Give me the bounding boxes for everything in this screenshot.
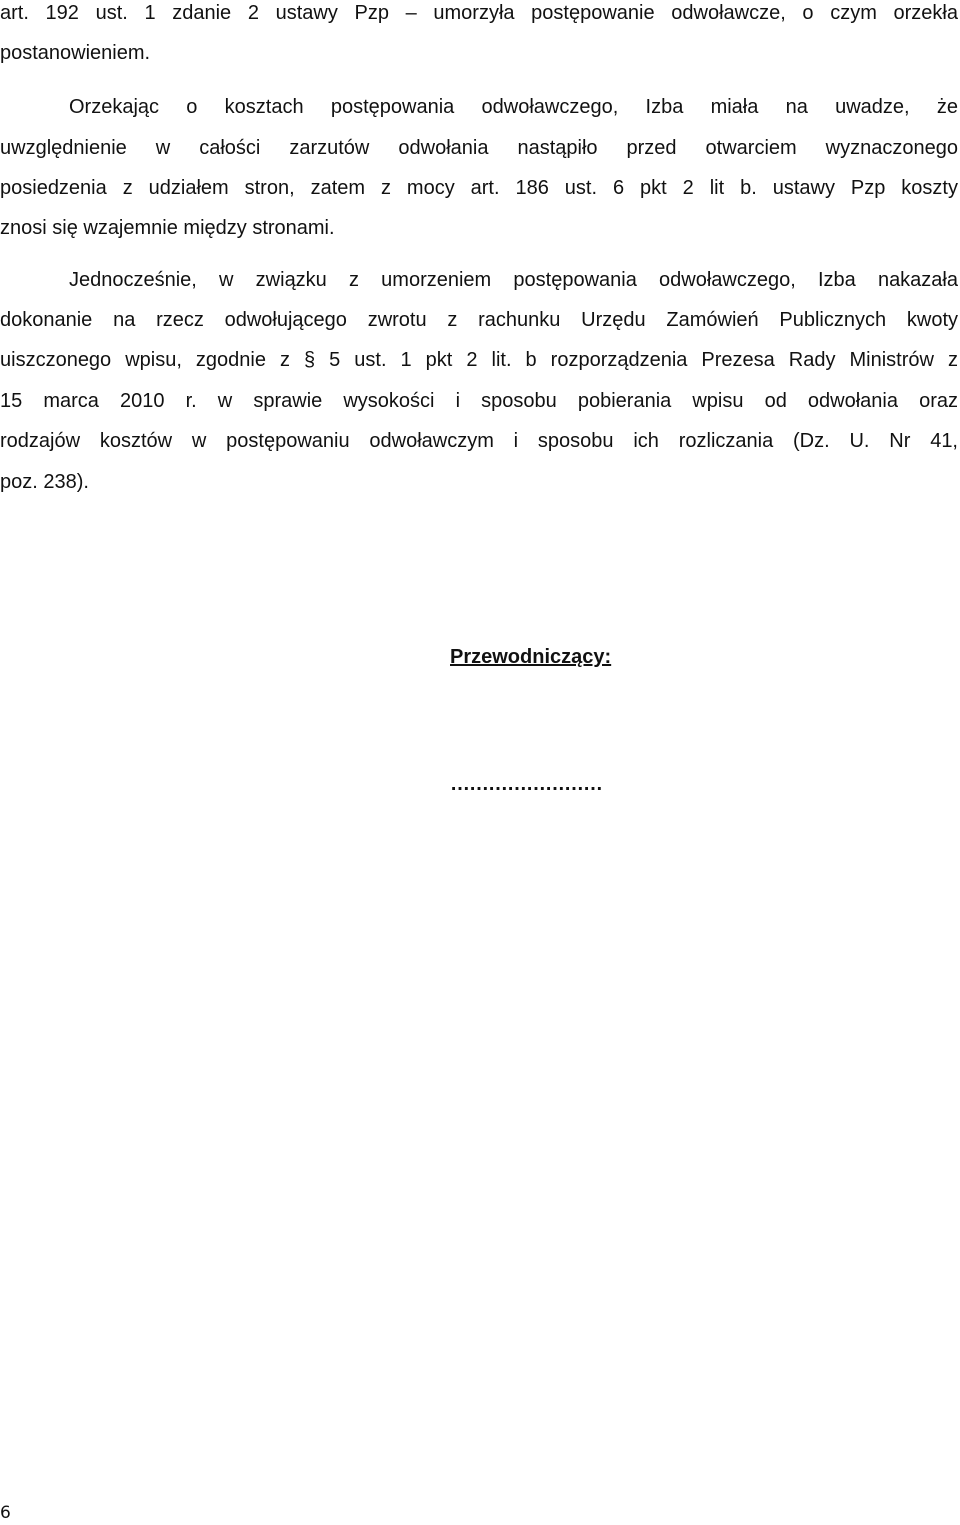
paragraph-2-line-1: Orzekając o kosztach postępowania odwoławczego, Izba miała na uwadze, że [69,96,958,118]
paragraph-3-line-6: poz. 238). [0,471,89,493]
paragraph-2-line-3: posiedzenia z udziałem stron, zatem z mocy art. 186 ust. 6 pkt 2 lit b. ustawy Pzp koszty [0,177,958,199]
paragraph-2-line-4: znosi się wzajemnie między stronami. [0,217,335,239]
signature-title: Przewodniczący: [450,646,612,668]
paragraph-2-line-2: uwzględnienie w całości zarzutów odwołania nastąpiło przed otwarciem wyznaczonego [0,137,958,159]
page-number: 6 [0,1503,11,1523]
signature-dots: …………………… [450,773,602,795]
paragraph-1-line-1: art. 192 ust. 1 zdanie 2 ustawy Pzp – umorzyła postępowanie odwoławcze, o czym orzekła [0,2,958,24]
paragraph-3-line-1: Jednocześnie, w związku z umorzeniem postępowania odwoławczego, Izba nakazała [69,269,958,291]
paragraph-3-line-4: 15 marca 2010 r. w sprawie wysokości i sposobu pobierania wpisu od odwołania oraz [0,390,958,412]
paragraph-3-line-3: uiszczonego wpisu, zgodnie z § 5 ust. 1 pkt 2 lit. b rozporządzenia Prezesa Rady Ministrów z [0,349,958,371]
paragraph-3-line-2: dokonanie na rzecz odwołującego zwrotu z rachunku Urzędu Zamówień Publicznych kwoty [0,309,958,331]
paragraph-3-line-5: rodzajów kosztów w postępowaniu odwoławczym i sposobu ich rozliczania (Dz. U. Nr 41, [0,430,958,452]
paragraph-1-line-2: postanowieniem. [0,42,151,64]
